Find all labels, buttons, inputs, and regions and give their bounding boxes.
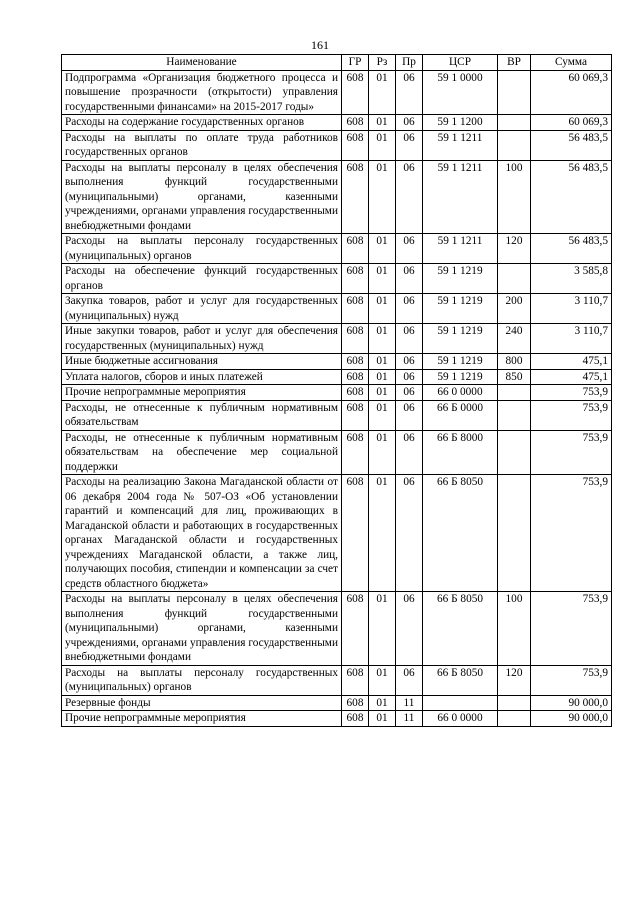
cell-vr: 100 bbox=[498, 592, 531, 666]
cell-vr: 240 bbox=[498, 324, 531, 354]
cell-rz: 01 bbox=[369, 430, 396, 475]
cell-pr: 06 bbox=[396, 354, 423, 370]
cell-csr: 66 Б 8050 bbox=[423, 475, 498, 592]
cell-sum: 475,1 bbox=[531, 369, 612, 385]
cell-gr: 608 bbox=[342, 264, 369, 294]
table-row bbox=[62, 592, 612, 666]
table-row bbox=[62, 369, 612, 385]
cell-name: Иные закупки товаров, работ и услуг для обеспечения государственных (муниципальных) нужд bbox=[62, 324, 342, 354]
cell-name: Расходы на реализацию Закона Магаданской области от 06 декабря 2004 года № 507-ОЗ «Об установлении гарантий и компенсаций для лиц, проживающих в Магаданской области и работающих в государственных органах Магаданской области и государственных учреждениях Магаданской области, а также лиц, получающих пособия, стипендии и компенсации за счет средств областного бюджета» bbox=[62, 475, 342, 592]
table-row bbox=[62, 234, 612, 264]
cell-name: Подпрограмма «Организация бюджетного процесса и повышение прозрачности (открытости) управления государственными финансами» на 2015-2017 годы» bbox=[62, 70, 342, 115]
header-vr: ВР bbox=[498, 55, 531, 71]
cell-pr: 06 bbox=[396, 324, 423, 354]
cell-rz: 01 bbox=[369, 70, 396, 115]
cell-name: Расходы на выплаты персоналу в целях обеспечения выполнения функций государственными (муниципальными) органами, казенными учреждениями, органами управления государственными внебюджетными фондами bbox=[62, 592, 342, 666]
cell-sum: 753,9 bbox=[531, 475, 612, 592]
cell-sum: 753,9 bbox=[531, 430, 612, 475]
cell-rz: 01 bbox=[369, 354, 396, 370]
cell-vr bbox=[498, 430, 531, 475]
cell-name: Расходы на выплаты персоналу государственных (муниципальных) органов bbox=[62, 665, 342, 695]
cell-gr: 608 bbox=[342, 70, 369, 115]
table-header-row bbox=[62, 55, 612, 71]
cell-pr: 06 bbox=[396, 665, 423, 695]
cell-rz: 01 bbox=[369, 592, 396, 666]
cell-csr: 66 Б 8000 bbox=[423, 430, 498, 475]
cell-csr: 59 1 1219 bbox=[423, 354, 498, 370]
cell-gr: 608 bbox=[342, 354, 369, 370]
cell-gr: 608 bbox=[342, 130, 369, 160]
cell-csr: 59 1 1211 bbox=[423, 160, 498, 234]
cell-rz: 01 bbox=[369, 400, 396, 430]
cell-rz: 01 bbox=[369, 234, 396, 264]
cell-name: Расходы, не отнесенные к публичным нормативным обязательствам bbox=[62, 400, 342, 430]
table-row bbox=[62, 115, 612, 131]
header-rz: Рз bbox=[369, 55, 396, 71]
cell-sum: 3 585,8 bbox=[531, 264, 612, 294]
cell-gr: 608 bbox=[342, 115, 369, 131]
cell-sum: 60 069,3 bbox=[531, 115, 612, 131]
header-gr: ГР bbox=[342, 55, 369, 71]
cell-vr: 200 bbox=[498, 294, 531, 324]
table-row bbox=[62, 385, 612, 401]
cell-sum: 90 000,0 bbox=[531, 711, 612, 727]
cell-name: Расходы, не отнесенные к публичным нормативным обязательствам на обеспечение мер социальной поддержки bbox=[62, 430, 342, 475]
cell-rz: 01 bbox=[369, 695, 396, 711]
cell-gr: 608 bbox=[342, 592, 369, 666]
cell-csr: 59 1 1211 bbox=[423, 234, 498, 264]
table-body bbox=[62, 70, 612, 726]
cell-name: Расходы на выплаты по оплате труда работников государственных органов bbox=[62, 130, 342, 160]
cell-sum: 753,9 bbox=[531, 592, 612, 666]
cell-pr: 06 bbox=[396, 475, 423, 592]
table-row bbox=[62, 264, 612, 294]
cell-csr: 59 1 1219 bbox=[423, 369, 498, 385]
cell-gr: 608 bbox=[342, 294, 369, 324]
header-csr: ЦСР bbox=[423, 55, 498, 71]
cell-name: Уплата налогов, сборов и иных платежей bbox=[62, 369, 342, 385]
cell-vr: 120 bbox=[498, 234, 531, 264]
cell-rz: 01 bbox=[369, 160, 396, 234]
cell-name: Расходы на обеспечение функций государственных органов bbox=[62, 264, 342, 294]
cell-sum: 56 483,5 bbox=[531, 160, 612, 234]
table-row bbox=[62, 430, 612, 475]
cell-rz: 01 bbox=[369, 115, 396, 131]
cell-csr: 59 1 0000 bbox=[423, 70, 498, 115]
table-row bbox=[62, 475, 612, 592]
cell-csr bbox=[423, 695, 498, 711]
cell-gr: 608 bbox=[342, 400, 369, 430]
cell-rz: 01 bbox=[369, 264, 396, 294]
cell-gr: 608 bbox=[342, 475, 369, 592]
cell-sum: 475,1 bbox=[531, 354, 612, 370]
cell-vr: 850 bbox=[498, 369, 531, 385]
cell-sum: 753,9 bbox=[531, 400, 612, 430]
cell-vr bbox=[498, 711, 531, 727]
cell-pr: 06 bbox=[396, 160, 423, 234]
cell-rz: 01 bbox=[369, 324, 396, 354]
table-row bbox=[62, 324, 612, 354]
cell-pr: 06 bbox=[396, 264, 423, 294]
cell-gr: 608 bbox=[342, 160, 369, 234]
cell-csr: 59 1 1219 bbox=[423, 264, 498, 294]
cell-name: Прочие непрограммные мероприятия bbox=[62, 385, 342, 401]
cell-csr: 66 0 0000 bbox=[423, 385, 498, 401]
cell-gr: 608 bbox=[342, 369, 369, 385]
cell-csr: 66 0 0000 bbox=[423, 711, 498, 727]
cell-rz: 01 bbox=[369, 711, 396, 727]
cell-gr: 608 bbox=[342, 695, 369, 711]
cell-name: Резервные фонды bbox=[62, 695, 342, 711]
cell-csr: 59 1 1219 bbox=[423, 324, 498, 354]
cell-pr: 11 bbox=[396, 711, 423, 727]
cell-gr: 608 bbox=[342, 385, 369, 401]
cell-csr: 66 Б 8050 bbox=[423, 665, 498, 695]
cell-rz: 01 bbox=[369, 369, 396, 385]
cell-sum: 56 483,5 bbox=[531, 130, 612, 160]
cell-vr bbox=[498, 264, 531, 294]
cell-name: Иные бюджетные ассигнования bbox=[62, 354, 342, 370]
cell-name: Прочие непрограммные мероприятия bbox=[62, 711, 342, 727]
cell-name: Расходы на содержание государственных органов bbox=[62, 115, 342, 131]
cell-sum: 753,9 bbox=[531, 385, 612, 401]
cell-pr: 06 bbox=[396, 130, 423, 160]
cell-rz: 01 bbox=[369, 475, 396, 592]
cell-rz: 01 bbox=[369, 385, 396, 401]
cell-pr: 06 bbox=[396, 115, 423, 131]
cell-pr: 06 bbox=[396, 385, 423, 401]
cell-sum: 90 000,0 bbox=[531, 695, 612, 711]
cell-gr: 608 bbox=[342, 430, 369, 475]
cell-vr: 120 bbox=[498, 665, 531, 695]
cell-vr bbox=[498, 385, 531, 401]
cell-csr: 59 1 1200 bbox=[423, 115, 498, 131]
cell-sum: 60 069,3 bbox=[531, 70, 612, 115]
cell-sum: 3 110,7 bbox=[531, 294, 612, 324]
table-row bbox=[62, 130, 612, 160]
cell-gr: 608 bbox=[342, 711, 369, 727]
table-row bbox=[62, 711, 612, 727]
header-sum: Сумма bbox=[531, 55, 612, 71]
cell-pr: 06 bbox=[396, 294, 423, 324]
table-row bbox=[62, 695, 612, 711]
cell-sum: 753,9 bbox=[531, 665, 612, 695]
budget-table bbox=[61, 54, 612, 727]
cell-vr bbox=[498, 115, 531, 131]
cell-name: Закупка товаров, работ и услуг для государственных (муниципальных) нужд bbox=[62, 294, 342, 324]
cell-rz: 01 bbox=[369, 665, 396, 695]
page-number: 161 bbox=[311, 38, 329, 52]
cell-vr: 800 bbox=[498, 354, 531, 370]
cell-csr: 66 Б 0000 bbox=[423, 400, 498, 430]
cell-gr: 608 bbox=[342, 324, 369, 354]
cell-name: Расходы на выплаты персоналу в целях обеспечения выполнения функций государственными (муниципальными) органами, казенными учреждениями, органами управления государственными внебюджетными фондами bbox=[62, 160, 342, 234]
cell-pr: 06 bbox=[396, 400, 423, 430]
cell-vr bbox=[498, 130, 531, 160]
cell-csr: 66 Б 8050 bbox=[423, 592, 498, 666]
cell-vr: 100 bbox=[498, 160, 531, 234]
cell-pr: 06 bbox=[396, 234, 423, 264]
cell-name: Расходы на выплаты персоналу государственных (муниципальных) органов bbox=[62, 234, 342, 264]
cell-pr: 06 bbox=[396, 369, 423, 385]
header-name: Наименование bbox=[62, 55, 342, 71]
table-row bbox=[62, 665, 612, 695]
cell-rz: 01 bbox=[369, 294, 396, 324]
table-row bbox=[62, 160, 612, 234]
cell-vr bbox=[498, 695, 531, 711]
cell-csr: 59 1 1211 bbox=[423, 130, 498, 160]
cell-gr: 608 bbox=[342, 234, 369, 264]
cell-pr: 11 bbox=[396, 695, 423, 711]
cell-pr: 06 bbox=[396, 592, 423, 666]
header-pr: Пр bbox=[396, 55, 423, 71]
table-row bbox=[62, 294, 612, 324]
cell-rz: 01 bbox=[369, 130, 396, 160]
cell-vr bbox=[498, 400, 531, 430]
cell-pr: 06 bbox=[396, 430, 423, 475]
cell-csr: 59 1 1219 bbox=[423, 294, 498, 324]
table-row bbox=[62, 354, 612, 370]
cell-sum: 56 483,5 bbox=[531, 234, 612, 264]
cell-gr: 608 bbox=[342, 665, 369, 695]
cell-vr bbox=[498, 475, 531, 592]
table-row bbox=[62, 400, 612, 430]
cell-pr: 06 bbox=[396, 70, 423, 115]
table-row bbox=[62, 70, 612, 115]
cell-sum: 3 110,7 bbox=[531, 324, 612, 354]
cell-vr bbox=[498, 70, 531, 115]
